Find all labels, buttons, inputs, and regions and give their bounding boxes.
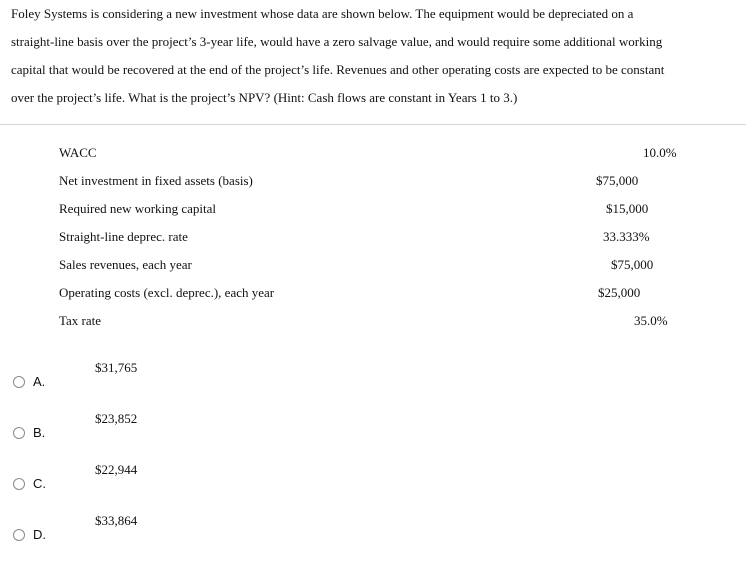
data-label: Sales revenues, each year [59, 257, 192, 272]
option-answer: $22,944 [95, 462, 138, 477]
divider [0, 124, 746, 125]
data-value: $25,000 [598, 285, 641, 300]
data-row-sales-revenues [0, 257, 746, 273]
data-value: $15,000 [606, 201, 649, 216]
question-line: capital that would be recovered at the end of the project’s life. Revenues and other operating costs are expected to be constant [11, 62, 665, 77]
data-row-wacc [0, 145, 746, 161]
radio-button[interactable] [13, 529, 25, 541]
data-row-working-capital [0, 201, 746, 217]
question-line: over the project’s life. What is the project’s NPV? (Hint: Cash flows are constant in Years 1 to 3.) [11, 90, 518, 105]
option-answer: $31,765 [95, 360, 138, 375]
option-letter: C. [33, 476, 46, 491]
option-a[interactable] [0, 358, 300, 398]
data-label: WACC [59, 145, 97, 160]
option-letter: D. [33, 527, 46, 542]
option-answer: $23,852 [95, 411, 138, 426]
option-c[interactable] [0, 460, 300, 500]
option-b[interactable] [0, 409, 300, 449]
option-letter: A. [33, 374, 46, 389]
data-label: Net investment in fixed assets (basis) [59, 173, 253, 188]
data-label: Tax rate [59, 313, 102, 328]
data-row-fixed-assets [0, 173, 746, 189]
data-label: Operating costs (excl. deprec.), each year [59, 285, 275, 300]
data-label: Required new working capital [59, 201, 217, 216]
data-label: Straight-line deprec. rate [59, 229, 188, 244]
data-value: 35.0% [634, 313, 668, 328]
data-value: 33.333% [603, 229, 650, 244]
question-line: straight-line basis over the project’s 3-year life, would have a zero salvage value, and would require some additional working [11, 34, 663, 49]
option-d[interactable] [0, 511, 300, 551]
data-row-deprec-rate [0, 229, 746, 245]
option-letter: B. [33, 425, 46, 440]
data-value: 10.0% [643, 145, 677, 160]
question-line: Foley Systems is considering a new investment whose data are shown below. The equipment would be depreciated on a [11, 6, 634, 21]
data-row-tax-rate [0, 313, 746, 329]
radio-button[interactable] [13, 478, 25, 490]
radio-button[interactable] [13, 376, 25, 388]
radio-button[interactable] [13, 427, 25, 439]
data-value: $75,000 [611, 257, 654, 272]
data-row-operating-costs [0, 285, 746, 301]
data-value: $75,000 [596, 173, 639, 188]
option-answer: $33,864 [95, 513, 138, 528]
